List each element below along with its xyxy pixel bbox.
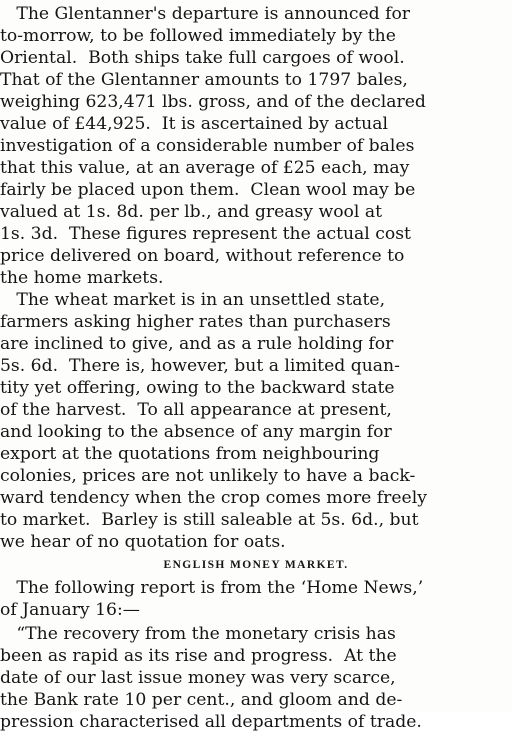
para1-line-11: 1s. 3d. These figures represent the actual cost <box>0 224 411 244</box>
para1-line-3: Oriental. Both ships take full cargoes of wool. <box>0 48 405 68</box>
para2-line-4: 5s. 6d. There is, however, but a limited quan- <box>0 356 400 376</box>
para2-line-5: tity yet offering, owing to the backward state <box>0 378 395 398</box>
para2-line-7: and looking to the absence of any margin for <box>0 422 392 442</box>
para3-line-2: of January 16:— <box>0 600 140 620</box>
para2-line-11: to market. Barley is still saleable at 5s. 6d., but <box>0 510 419 530</box>
para1-line-8: that this value, at an average of £25 each, may <box>0 158 410 178</box>
para2-line-6: of the harvest. To all appearance at present, <box>0 400 392 420</box>
para1-line-9: fairly be placed upon them. Clean wool may be <box>0 180 416 200</box>
para2-line-9: colonies, prices are not unlikely to have a back- <box>0 466 416 486</box>
para1-line-1: The Glentanner's departure is announced for <box>0 4 411 24</box>
para1-line-12: price delivered on board, without reference to <box>0 246 405 266</box>
para1-line-5: weighing 623,471 lbs. gross, and of the declared <box>0 92 426 112</box>
para3-line-1: The following report is from the ‘Home News,’ <box>0 578 424 598</box>
para4-line-4: the Bank rate 10 per cent., and gloom and de- <box>0 690 403 710</box>
para4-line-1: “The recovery from the monetary crisis has <box>0 624 396 644</box>
para1-line-13: the home markets. <box>0 268 164 288</box>
para4-line-2: been as rapid as its rise and progress. At the <box>0 646 397 666</box>
para1-line-6: value of £44,925. It is ascertained by actual <box>0 114 388 134</box>
para2-line-10: ward tendency when the crop comes more freely <box>0 488 427 508</box>
para1-line-2: to-morrow, to be followed immediately by the <box>0 26 396 46</box>
para1-line-4: That of the Glentanner amounts to 1797 bales, <box>0 70 408 90</box>
para2-line-8: export at the quotations from neighbouring <box>0 444 380 464</box>
para2-line-1: The wheat market is in an unsettled state, <box>0 290 386 310</box>
para2-line-12: we hear of no quotation for oats. <box>0 532 286 552</box>
para1-line-7: investigation of a considerable number of bales <box>0 136 415 156</box>
para2-line-3: are inclined to give, and as a rule holding for <box>0 334 394 354</box>
para2-line-2: farmers asking higher rates than purchasers <box>0 312 391 332</box>
para4-line-5: pression characterised all departments of trade. <box>0 712 422 732</box>
para1-line-10: valued at 1s. 8d. per lb., and greasy wool at <box>0 202 383 222</box>
section-heading: ENGLISH MONEY MARKET. <box>163 559 349 571</box>
para4-line-3: date of our last issue money was very scarce, <box>0 668 396 688</box>
